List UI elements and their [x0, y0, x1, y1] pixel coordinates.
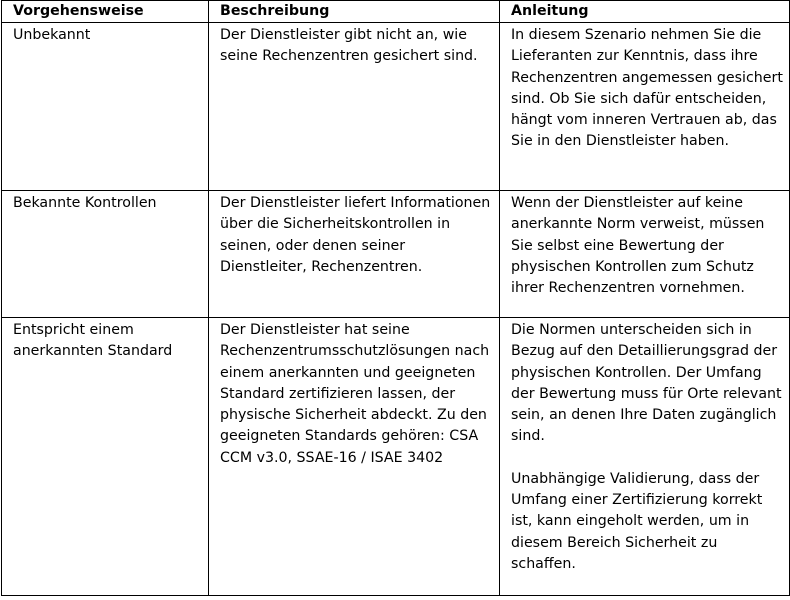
- approach-table: [1, 0, 790, 596]
- header-description: Beschreibung: [209, 1, 500, 23]
- guidance-cell: [500, 23, 790, 191]
- header-guidance: Anleitung: [500, 1, 790, 23]
- guidance-paragraph: In diesem Szenario nehmen Sie die Lieferanten zur Kenntnis, dass ihre Rechenzentren angemessen gesichert sind. Ob Sie sich dafür entscheiden, hängt vom inneren Vertrauen ab, das Sie in den Dienstleister haben.: [511, 27, 783, 150]
- approach-cell: Entspricht einem anerkannten Standard: [2, 318, 209, 596]
- header-approach: Vorgehensweise: [2, 1, 209, 23]
- table-row: [2, 23, 790, 191]
- approach-cell: Unbekannt: [2, 23, 209, 191]
- guidance-paragraph: Unabhängige Validierung, dass der Umfang einer Zertifizierung korrekt ist, kann eingeholt werden, um in diesem Bereich Sicherheit zu schaffen.: [511, 470, 763, 572]
- guidance-cell: [500, 191, 790, 318]
- description-cell: Der Dienstleister gibt nicht an, wie seine Rechenzentren gesichert sind.: [209, 23, 500, 191]
- approach-cell: Bekannte Kontrollen: [2, 191, 209, 318]
- description-cell: Der Dienstleister liefert Informationen über die Sicherheitskontrollen in seinen, oder denen seiner Dienstleiter, Rechenzentren.: [209, 191, 500, 318]
- guidance-cell: [500, 318, 790, 596]
- description-cell: Der Dienstleister hat seine Rechenzentrumsschutzlösungen nach einem anerkannten und geeigneten Standard zertifizieren lassen, der physische Sicherheit abdeckt. Zu den geeigneten Standards gehören: CSA CCM v3.0, SSAE-16 / ISAE 3402: [209, 318, 500, 596]
- guidance-paragraph: Wenn der Dienstleister auf keine anerkannte Norm verweist, müssen Sie selbst eine Bewertung der physischen Kontrollen zum Schutz ihrer Rechenzentren vornehmen.: [511, 195, 765, 297]
- table-row: [2, 191, 790, 318]
- table-header-row: [2, 1, 790, 23]
- guidance-paragraph: Die Normen unterscheiden sich in Bezug auf den Detaillierungsgrad der physischen Kontrollen. Der Umfang der Bewertung muss für Orte relevant sein, an denen Ihre Daten zugänglich sind.: [511, 322, 782, 445]
- table-row: [2, 318, 790, 596]
